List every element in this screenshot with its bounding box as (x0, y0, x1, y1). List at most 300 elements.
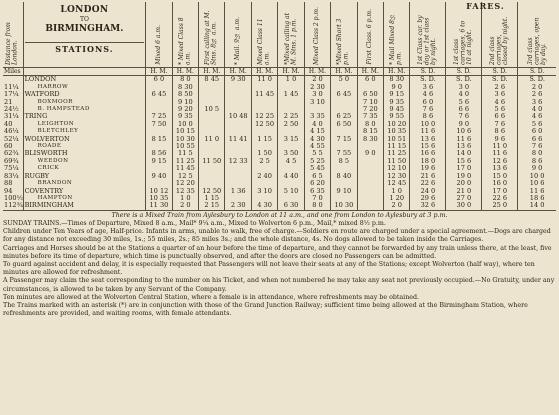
fare-cell: 7 6 (446, 113, 482, 120)
miles-unit: Miles (3, 68, 23, 76)
departure-time (199, 143, 225, 150)
departure-time: 7 50 (146, 121, 172, 128)
fare-cell: 15 0 (482, 173, 518, 180)
station-name: LEIGHTON (23, 121, 146, 128)
fare-cell: 8 6 (518, 158, 556, 165)
station-name: WATFORD (23, 91, 146, 98)
station-name: BRANDON (23, 180, 146, 187)
departure-time: 7 20 (357, 106, 383, 113)
departure-time: 9 10 (331, 188, 357, 195)
fare-cell: 3 6 (482, 91, 518, 98)
departure-time: 6 25 (331, 113, 357, 120)
train-column-header: *Mixed calling at M. Stns. 1 p.m. (278, 2, 304, 68)
departure-time: 1 45 (278, 91, 304, 98)
departure-time (251, 99, 277, 106)
train-column-header: Mixed 6 a.m. (146, 2, 172, 68)
departure-time: 10 48 (225, 113, 251, 120)
distance-cell: 31¼ (4, 112, 19, 121)
departure-time: 10 55 (172, 143, 198, 150)
departure-time: 1 36 (225, 188, 251, 195)
fare-cell: 7 6 (410, 106, 446, 113)
departure-time: 9 15 (146, 158, 172, 165)
departure-time: 7 55 (331, 150, 357, 157)
station-name: HARROW (23, 84, 146, 91)
time-unit: H. M. (199, 68, 225, 76)
table-row (3, 128, 556, 135)
departure-time: 5 5 (304, 150, 330, 157)
departure-time: 3 0 (304, 91, 330, 98)
departure-time: 11 15 (384, 143, 410, 150)
time-unit: H. M. (304, 68, 330, 76)
station-name: B. HAMPSTEAD (23, 106, 146, 113)
fare-unit: S. D. (482, 68, 518, 76)
fare-cell: 10 0 (410, 121, 446, 128)
departure-time: 11 41 (225, 136, 251, 143)
departure-time: 8 5 (331, 158, 357, 165)
departure-time: 5 0 (331, 76, 357, 84)
departure-time: 7 0 (304, 195, 330, 202)
departure-time: 9 30 (225, 76, 251, 84)
train-column-header: * Mail Mixed 8½ p.m. (384, 2, 410, 68)
departure-time (199, 173, 225, 180)
departure-time (357, 173, 383, 180)
departure-time (199, 84, 225, 91)
distance-cell: 112¾ (4, 201, 23, 210)
header-row (3, 2, 556, 68)
departure-time: 8 15 (146, 136, 172, 143)
departure-time: 6 45 (331, 91, 357, 98)
departure-time: 11 50 (384, 158, 410, 165)
fare-cell: 29 6 (410, 195, 446, 202)
departure-time: 7 15 (331, 136, 357, 143)
fare-cell: 3 0 (446, 84, 482, 91)
departure-time: 8 30 (384, 76, 410, 84)
departure-time: 10 12 (146, 188, 172, 195)
departure-time: 8 50 (172, 91, 198, 98)
departure-time: 3 15 (278, 136, 304, 143)
time-unit: H. M. (384, 68, 410, 76)
fare-cell: 10 6 (446, 128, 482, 135)
departure-time: 3 10 (304, 99, 330, 106)
fare-cell: 6 6 (518, 136, 556, 143)
fare-cell: 18 0 (410, 158, 446, 165)
station-name: BOXMOOR (23, 99, 146, 106)
departure-time: 11 50 (199, 158, 225, 165)
departure-time: 9 0 (384, 84, 410, 91)
departure-time: 2 0 (384, 202, 410, 210)
departure-time (199, 165, 225, 172)
departure-time: 12 20 (172, 180, 198, 187)
departure-time (357, 158, 383, 165)
title-block (23, 2, 146, 68)
fare-cell: 25 0 (482, 202, 518, 210)
station-name: RUGBY (23, 173, 146, 180)
fare-cell: 22 6 (410, 180, 446, 187)
departure-time: 6 35 (304, 188, 330, 195)
departure-time (278, 99, 304, 106)
departure-time: 6 5 (304, 173, 330, 180)
fare-cell: 21 0 (446, 188, 482, 195)
departure-time: 12 45 (384, 180, 410, 187)
fare-cell: 10 0 (518, 173, 556, 180)
distance-header: Distance from London. (3, 2, 23, 68)
departure-time: 11 30 (146, 202, 172, 210)
departure-time: 11 25 (172, 158, 198, 165)
departure-time: 8 15 (357, 128, 383, 135)
distance-cell: 17¼ (4, 90, 19, 99)
station-name: LONDON (23, 76, 146, 84)
table-row (3, 106, 556, 113)
title-destination: BIRMINGHAM. (45, 23, 124, 34)
fare-cell: 12 6 (482, 158, 518, 165)
fare-cell: 5 6 (518, 121, 556, 128)
table-row (3, 76, 556, 84)
fare-cell: 19 6 (410, 165, 446, 172)
departure-time: 9 35 (384, 99, 410, 106)
fare-cell: 4 6 (518, 113, 556, 120)
fare-cell: 4 0 (518, 106, 556, 113)
fare-cell: 2 6 (482, 84, 518, 91)
departure-time: 9 15 (384, 91, 410, 98)
fare-cell: 3 6 (410, 84, 446, 91)
departure-time: 9 0 (357, 150, 383, 157)
fare-cell: 18 6 (518, 195, 556, 202)
fare-cell: 8 0 (518, 150, 556, 157)
station-name: TRING (23, 113, 146, 120)
departure-time: 2 25 (278, 113, 304, 120)
departure-time: 1 0 (172, 195, 198, 202)
fare-cell: S. D. (518, 76, 556, 84)
departure-time: 9 40 (146, 173, 172, 180)
fare-cell: 2 6 (518, 91, 556, 98)
departure-time: 1 15 (199, 195, 225, 202)
fare-cell: S. D. (446, 76, 482, 84)
departure-time: 9 35 (172, 113, 198, 120)
station-name: BIRMINGHAM (23, 202, 146, 210)
fares-label: FARES. (466, 1, 505, 11)
fare-cell: 15 6 (446, 158, 482, 165)
train-column-header: *Mixed Short 3 p.m. (331, 2, 357, 68)
train-column-header: Mixed Class 2 p.m. (304, 2, 330, 68)
distance-cell: 69¾ (4, 156, 19, 165)
departure-time: 10 0 (172, 121, 198, 128)
fare-cell: 8 6 (410, 113, 446, 120)
departure-time: 10 35 (384, 128, 410, 135)
departure-time: 8 30 (357, 136, 383, 143)
departure-time: 11 5 (172, 150, 198, 157)
departure-time: 12 33 (225, 158, 251, 165)
departure-time: 2 30 (225, 202, 251, 210)
departure-time (225, 91, 251, 98)
fare-cell: 13 6 (446, 143, 482, 150)
departure-time: 4 30 (251, 202, 277, 210)
departure-time (199, 121, 225, 128)
station-name: COVENTRY (23, 188, 146, 195)
departure-time (357, 202, 383, 210)
departure-time: 4 5 (278, 158, 304, 165)
fare-cell: 5 6 (482, 106, 518, 113)
departure-time: 3 50 (278, 150, 304, 157)
departure-time: 7 10 (357, 99, 383, 106)
departure-time: 7 25 (146, 113, 172, 120)
departure-time: 6 0 (146, 76, 172, 84)
fare-cell: 8 6 (482, 128, 518, 135)
departure-time: 10 15 (172, 128, 198, 135)
title-to-word: TO (79, 16, 89, 24)
fare-column-header: 3rd class carriages, open by day. (518, 2, 556, 68)
departure-time: 10 51 (384, 136, 410, 143)
title-from: LONDON (60, 5, 109, 15)
table-row (3, 91, 556, 98)
distance-cell: 11¼ (4, 82, 19, 91)
departure-time: 12 30 (384, 173, 410, 180)
distance-cell: 75¼ (4, 164, 19, 173)
fare-cell: 24 0 (410, 188, 446, 195)
note-paragraph: A Passenger may claim the seat corresponding to the number on his Ticket, and when not numbered he may take any seat not previously occupied.—No Gratuity, under any circumstances, is allowed to be taken by any Servant of the Company. (3, 277, 555, 293)
table-row (3, 158, 556, 165)
table-row (3, 84, 556, 91)
departure-time: 4 15 (304, 128, 330, 135)
fare-unit: S. D. (518, 68, 556, 76)
fare-cell: 5 6 (446, 99, 482, 106)
departure-time: 3 35 (304, 113, 330, 120)
station-name: HAMPTON (23, 195, 146, 202)
fare-cell: 11 6 (482, 150, 518, 157)
fare-cell: 15 6 (410, 143, 446, 150)
departure-time (199, 113, 225, 120)
departure-time: 6 45 (146, 91, 172, 98)
departure-time: 7 35 (357, 113, 383, 120)
distance-cell: 40 (4, 119, 13, 128)
departure-time: 8 0 (172, 76, 198, 84)
departure-time (357, 195, 383, 202)
departure-time (146, 99, 172, 106)
station-name: CRICK (23, 165, 146, 172)
fare-cell: 2 0 (518, 84, 556, 91)
note-paragraph: Ten minutes are allowed at the Wolverton Central Station, where a female is in attendance, where refreshments may be obtained. (3, 293, 420, 301)
departure-time (357, 180, 383, 187)
station-name: BLISWORTH (23, 150, 146, 157)
fare-cell: 4 6 (410, 91, 446, 98)
departure-time: 2 50 (278, 121, 304, 128)
table-row (3, 113, 556, 120)
departure-time: 1 20 (384, 195, 410, 202)
fare-cell: 13 6 (410, 136, 446, 143)
departure-time (225, 143, 251, 150)
departure-time (357, 165, 383, 172)
fare-cell: 4 0 (446, 91, 482, 98)
departure-time: 11 25 (384, 150, 410, 157)
distance-cell: 83¼ (4, 171, 19, 180)
train-column-header: * Mail. 9¼ a.m. (225, 2, 251, 68)
departure-time: 11 45 (172, 165, 198, 172)
departure-time (225, 173, 251, 180)
distance-cell: 62¾ (4, 149, 19, 158)
departure-time: 5 45 (304, 165, 330, 172)
fare-cell: 11 0 (482, 143, 518, 150)
departure-time: 5 25 (304, 158, 330, 165)
note-paragraph: Children under Ten Years of age, Half-price. Infants in arms, unable to walk, free of charge.—Soldiers en route are charged under a special agreement.—Dogs are charged for any distance not exceeding 30 miles, 1s.; 55 miles, 2s.; 85 miles 3s.; and the whole distance, 4s. No dogs allowed to be taken inside the Carriages. (3, 228, 551, 244)
departure-time: 4 0 (304, 121, 330, 128)
fare-cell: 14 0 (518, 202, 556, 210)
fare-cell: 6 6 (446, 106, 482, 113)
note-paragraph: There is a Mixed Train from Aylesbury to London at 11 a.m., and one from London to Aylesbury at 3 p.m. (111, 211, 448, 219)
distance-cell: 88 (4, 179, 13, 188)
departure-time: 1 50 (251, 150, 277, 157)
departure-time: 9 55 (384, 113, 410, 120)
fare-cell: 27 0 (446, 195, 482, 202)
departure-time: 11 45 (251, 91, 277, 98)
departure-time: 6 50 (357, 91, 383, 98)
departure-time: 6 0 (357, 76, 383, 84)
fare-cell: 9 0 (446, 121, 482, 128)
time-unit: H. M. (146, 68, 172, 76)
departure-time: 2 0 (304, 76, 330, 84)
departure-time: 2 30 (304, 84, 330, 91)
time-unit: H. M. (331, 68, 357, 76)
distance-cell: 60 (4, 142, 13, 151)
departure-time: 6 30 (278, 202, 304, 210)
fare-cell: 6 6 (482, 113, 518, 120)
departure-time: 6 50 (331, 121, 357, 128)
distance-cell: 46¼ (4, 127, 19, 136)
distance-cell: 94 (4, 186, 13, 195)
departure-time: 4 55 (304, 143, 330, 150)
table-row (3, 165, 556, 172)
departure-time: 4 30 (304, 136, 330, 143)
fare-cell: 6 0 (518, 128, 556, 135)
departure-time: 9 45 (384, 106, 410, 113)
time-unit: H. M. (172, 68, 198, 76)
departure-time: 8 45 (199, 76, 225, 84)
note-paragraph: To guard against accident and delay, it is especially requested that Passengers will not leave their seats at any of the Stations; except Wolverton (half way), where ten minutes are allowed for refreshment. (3, 260, 535, 277)
fare-column-header: 1st class carriages, 6 to 10 at night. (446, 2, 482, 68)
departure-time: 2 15 (199, 202, 225, 210)
fare-cell: 7 6 (518, 143, 556, 150)
fare-cell: 14 0 (446, 150, 482, 157)
departure-time: 1 0 (278, 76, 304, 84)
fare-cell: 9 0 (518, 165, 556, 172)
units-row (3, 68, 556, 76)
train-column-header: Mixed Class 11 a.m. (251, 2, 277, 68)
departure-time: 8 56 (146, 150, 172, 157)
table-row (3, 173, 556, 180)
fare-cell: 30 0 (446, 202, 482, 210)
departure-time: 6 20 (304, 180, 330, 187)
fare-cell: 21 6 (410, 173, 446, 180)
fare-cell: 11 6 (446, 136, 482, 143)
train-column-header: * Mixed Class 8 a.m. (172, 2, 198, 68)
departure-time: 8 0 (304, 202, 330, 210)
departure-time (199, 91, 225, 98)
table-row (3, 195, 556, 202)
fare-cell: 17 0 (446, 165, 482, 172)
fare-cell: 9 6 (482, 136, 518, 143)
fare-cell: 17 0 (482, 188, 518, 195)
fare-cell: 6 0 (410, 99, 446, 106)
fare-cell: 16 0 (482, 180, 518, 187)
fare-cell: 7 6 (482, 121, 518, 128)
table-row (3, 150, 556, 157)
distance-cell: 21 (4, 97, 13, 106)
departure-time: 10 30 (331, 202, 357, 210)
time-unit: H. M. (225, 68, 251, 76)
distance-cell: 52¼ (4, 134, 19, 143)
table-row (3, 180, 556, 187)
time-unit: H. M. (357, 68, 383, 76)
notes-section (3, 212, 556, 319)
fare-column-header: FARES. 1st Class car. by day or 1st class by night. (410, 2, 446, 68)
departure-time: 3 10 (251, 188, 277, 195)
departure-time: 12 50 (199, 188, 225, 195)
departure-time: 12 50 (251, 121, 277, 128)
fare-cell: 32 6 (410, 202, 446, 210)
departure-time (225, 99, 251, 106)
departure-time (225, 121, 251, 128)
departure-time: 12 35 (172, 188, 198, 195)
departure-time (357, 188, 383, 195)
station-name: ROADE (23, 143, 146, 150)
departure-time: 2 40 (251, 173, 277, 180)
departure-time (225, 165, 251, 172)
departure-time: 9 10 (172, 99, 198, 106)
time-unit: H. M. (278, 68, 304, 76)
departure-time: 1 0 (384, 188, 410, 195)
fare-column-header: 2nd class carriages, closed by night. (482, 2, 518, 68)
table-row (3, 143, 556, 150)
time-unit: H. M. (251, 68, 277, 76)
table-row (3, 202, 556, 210)
timetable-body (3, 76, 556, 210)
fare-cell: 4 6 (482, 99, 518, 106)
fare-cell: 19 0 (446, 173, 482, 180)
departure-time: 11 0 (251, 76, 277, 84)
fare-cell: 3 6 (518, 99, 556, 106)
departure-time: 10 5 (199, 106, 225, 113)
distance-cell: 24½ (4, 105, 19, 114)
timetable-page (3, 2, 556, 411)
fare-cell: 13 6 (482, 165, 518, 172)
station-name: BLETCHLEY (23, 128, 146, 135)
train-column-header: First calling at M. Stns. 8¾ a.m. (199, 2, 225, 68)
table-row (3, 99, 556, 106)
fare-cell: 16 6 (410, 150, 446, 157)
note-paragraph: The Trains marked with an asterisk (*) are in conjunction with those of the Grand Junction Railway; sufficient time being allowed at the Birmingham Station, where refreshments are provided, and waiting rooms, with female attendants. (3, 301, 528, 318)
fare-cell: 10 6 (518, 180, 556, 187)
departure-time: 10 20 (384, 121, 410, 128)
departure-time: 8 0 (357, 121, 383, 128)
stations-label: STATIONS. (25, 42, 145, 53)
fare-unit: S. D. (410, 68, 446, 76)
departure-time: 4 40 (278, 173, 304, 180)
train-column-header: First Class. 6 p.m. (357, 2, 383, 68)
departure-time: 8 40 (331, 173, 357, 180)
departure-time (225, 84, 251, 91)
table-row (3, 136, 556, 143)
timetable-table (3, 2, 556, 211)
note-paragraph: SUNDAY TRAINS.—Times of Departure, Mixed 8 a.m., Mail* 9¼ a.m., Mixed to Wolverton 6 p.m., Mail,* mixed 8½ p.m. (3, 219, 386, 227)
departure-time (331, 99, 357, 106)
departure-time: 8 30 (172, 84, 198, 91)
departure-time: 11 0 (199, 136, 225, 143)
departure-time: 12 10 (384, 165, 410, 172)
table-row (3, 121, 556, 128)
departure-time: 10 30 (172, 136, 198, 143)
fare-cell: S. D. (410, 76, 446, 84)
note-paragraph: Carriages and Horses should be at the Stations a quarter of an hour before the time of departure, and they cannot be forwarded by any train unless there, at the least, five minutes before its time of departure, which time is punctually observed, and after the doors are closed no Passengers can be admitted. (3, 244, 552, 260)
fare-cell: 11 6 (410, 128, 446, 135)
departure-time: 12 25 (251, 113, 277, 120)
